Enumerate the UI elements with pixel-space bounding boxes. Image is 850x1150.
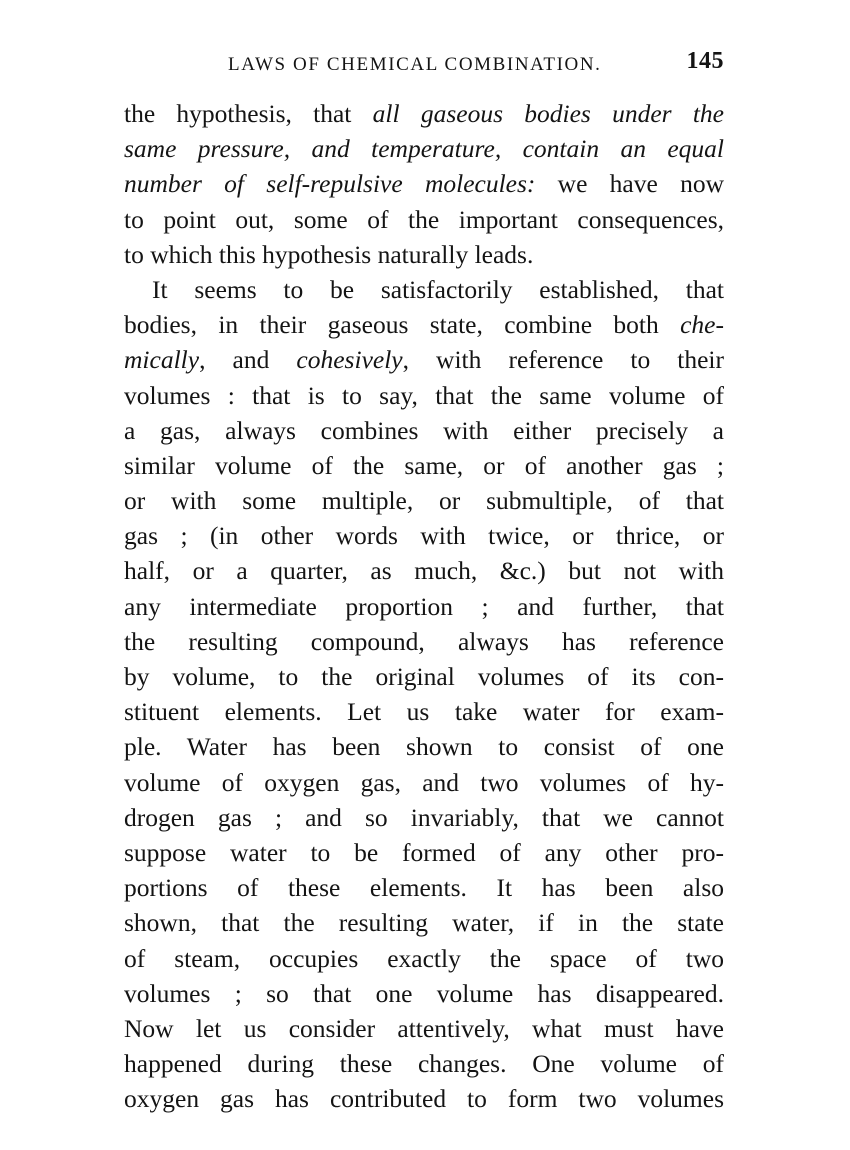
text-line [124, 237, 724, 272]
text-run: the resulting compound, always has reference [124, 626, 724, 656]
text-line [124, 307, 724, 342]
italic-text: number of self-repulsive molecules: [124, 169, 536, 199]
text-line [124, 272, 724, 307]
text-line [124, 835, 724, 870]
text-run: by volume, to the original volumes of its con- [124, 662, 724, 691]
text-line [124, 905, 724, 940]
text-run: volume of oxygen gas, and two volumes of hy- [124, 767, 724, 797]
text-run: Now let us consider attentively, what must have [124, 1013, 724, 1043]
page-number: 145 [686, 48, 724, 74]
text-line [124, 694, 724, 729]
italic-text: mically [124, 345, 200, 375]
text-run: volumes ; so that one volume has disappeared. [124, 978, 724, 1008]
text-line [124, 589, 724, 624]
text-run: portions of these elements. It has been also [124, 873, 724, 903]
text-run: bodies, in their gaseous state, combine both [124, 310, 681, 340]
text-line [124, 342, 724, 377]
text-line [124, 483, 724, 518]
text-run: we have now [535, 169, 724, 199]
text-line [124, 765, 724, 800]
text-line [124, 941, 724, 976]
text-run: ple. Water has been shown to consist of one [124, 732, 724, 762]
text-line [124, 96, 724, 131]
text-line [124, 518, 724, 553]
text-run: It seems to be satisfactorily established, that [152, 274, 724, 304]
text-run: drogen gas ; and so invariably, that we cannot [124, 802, 724, 832]
text-line [124, 1081, 724, 1116]
text-line [124, 870, 724, 905]
text-run: a gas, always combines with either precisely a [124, 415, 724, 445]
body-text [124, 96, 724, 1116]
text-run: shown, that the resulting water, if in the state [124, 908, 724, 938]
text-line [124, 553, 724, 588]
text-run: half, or a quarter, as much, &c.) but not with [124, 556, 724, 586]
running-head: LAWS OF CHEMICAL COMBINATION. [228, 54, 602, 75]
text-run: , and [199, 345, 297, 375]
text-line [124, 202, 724, 237]
text-line [124, 166, 724, 201]
italic-text: all gaseous bodies under the [372, 99, 724, 128]
text-line [124, 976, 724, 1011]
text-line [124, 1046, 724, 1081]
italic-text: same pressure, and temperature, contain an equal [124, 134, 724, 164]
text-line [124, 1011, 724, 1046]
text-line [124, 729, 724, 764]
text-line [124, 800, 724, 835]
text-line [124, 378, 724, 413]
text-run: , with reference to their [402, 345, 725, 375]
text-run: of steam, occupies exactly the space of two [124, 943, 724, 973]
text-run: the hypothesis, that [124, 99, 373, 128]
text-run: stituent elements. Let us take water for exam- [124, 697, 724, 727]
text-run: or with some multiple, or submultiple, of that [124, 486, 724, 516]
text-run: to point out, some of the important consequences, [124, 204, 724, 234]
italic-text: cohesively [296, 345, 403, 375]
text-line [124, 448, 724, 483]
page-header [124, 48, 724, 80]
text-line [124, 131, 724, 166]
italic-text: che- [680, 310, 724, 340]
text-line [124, 624, 724, 659]
text-run: oxygen gas has contributed to form two volumes [124, 1084, 724, 1114]
text-run: gas ; (in other words with twice, or thrice, or [124, 521, 724, 551]
text-run: to which this hypothesis naturally leads. [124, 239, 534, 269]
text-run: volumes : that is to say, that the same volume of [124, 380, 724, 410]
text-run: suppose water to be formed of any other pro- [124, 837, 724, 867]
text-line [124, 413, 724, 448]
text-run: happened during these changes. One volume of [124, 1049, 724, 1079]
text-run: similar volume of the same, or of another gas ; [124, 450, 724, 480]
text-line [124, 659, 724, 694]
text-run: any intermediate proportion ; and further, that [124, 591, 724, 621]
